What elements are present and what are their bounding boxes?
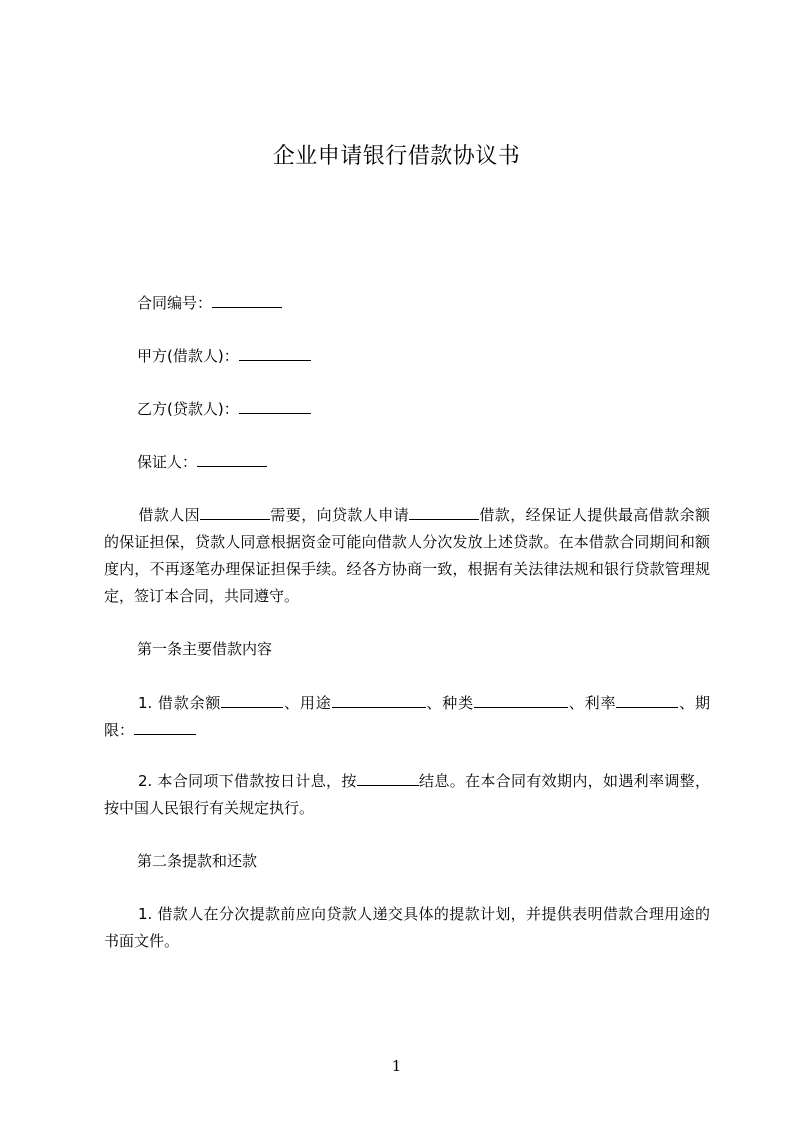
- intro-paragraph: [104, 502, 710, 610]
- settlement-blank: [357, 772, 419, 786]
- guarantor-field: [137, 452, 267, 472]
- item-1-text-d: 、利率: [567, 694, 617, 712]
- item-1-text-c: 、种类: [425, 694, 474, 712]
- article-1-item-2: [104, 768, 710, 822]
- contract-number-field: [137, 293, 282, 313]
- guarantor-label: 保证人：: [137, 453, 198, 471]
- category-blank: [474, 694, 568, 708]
- purpose-blank: [200, 506, 270, 520]
- item-2-text-a: 2. 本合同项下借款按日计息，按: [138, 772, 357, 790]
- loan-type-blank: [409, 506, 479, 520]
- item-2-text-b: 结息。在本合同有效期内，如遇利率调整，按中国人民银行有关规定执行。: [104, 772, 710, 817]
- interest-rate-blank: [616, 694, 678, 708]
- page-number: 1: [391, 1057, 402, 1075]
- party-a-field: [137, 346, 311, 366]
- article-2-heading: 第二条提款和还款: [137, 852, 258, 870]
- party-a-blank: [239, 347, 311, 361]
- item-1-text-e: 、期限：: [104, 694, 710, 739]
- article-1-item-1: [104, 690, 710, 744]
- item-1-text-a: 1. 借款余额: [138, 694, 222, 712]
- party-b-blank: [239, 400, 311, 414]
- intro-text-1: 借款人因: [138, 506, 200, 524]
- article-1-heading: 第一条主要借款内容: [137, 640, 273, 658]
- balance-blank: [221, 694, 283, 708]
- term-blank: [134, 721, 196, 735]
- article-2-item-1: [104, 901, 710, 955]
- document-title: 企业申请银行借款协议书: [272, 144, 521, 169]
- use-blank: [332, 694, 426, 708]
- article-2-item-1-text: 1. 借款人在分次提款前应向贷款人递交具体的提款计划，并提供表明借款合理用途的书面文件。: [104, 905, 710, 950]
- party-b-field: [137, 399, 311, 419]
- guarantor-blank: [197, 453, 267, 467]
- party-b-label: 乙方(贷款人)：: [137, 400, 239, 418]
- party-a-label: 甲方(借款人)：: [137, 347, 239, 365]
- intro-text-2: 需要，向贷款人申请: [270, 506, 409, 524]
- item-1-text-b: 、用途: [283, 694, 332, 712]
- intro-text-3: 借款，经保证人提供最高借款余额的保证担保，贷款人同意根据资金可能向借款人分次发放上述贷款。在本借款合同期间和额度内，不再逐笔办理保证担保手续。经各方协商一致，根据有关法律法规和银行贷款管理规定，签订本合同，共同遵守。: [104, 506, 710, 605]
- contract-number-label: 合同编号：: [137, 294, 213, 312]
- contract-number-blank: [212, 294, 282, 308]
